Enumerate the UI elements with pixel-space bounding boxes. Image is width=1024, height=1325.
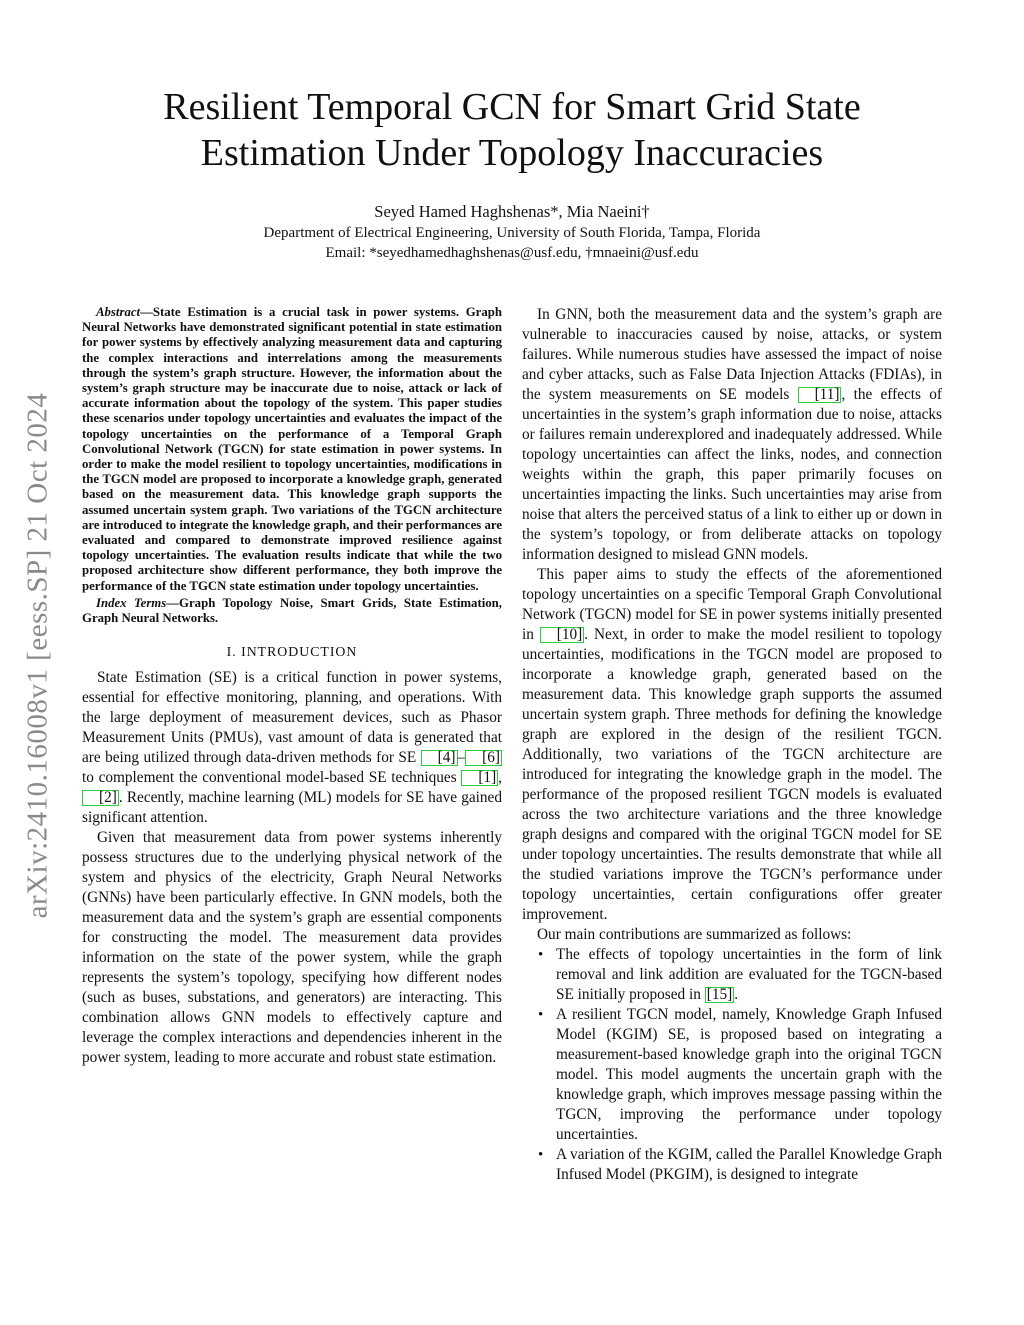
text-run: State Estimation (SE) is a critical function in power systems, essential for effective monitoring, planning, and operations. With the large deployment of measurement devices, such as Phasor Measurement Units (PMUs), vast amount of data is generated that are being utilized through data-driven methods for SE [82,669,502,767]
right-paragraph-2 [522,565,942,925]
citation-link[interactable]: [15] [706,986,733,1003]
paper-title [80,84,944,176]
text-run: , [498,769,502,787]
bullet-icon: • [538,947,544,963]
text-run: This paper aims to study the effects of the aforementioned topology uncertainties on a specific Temporal Graph Convolutional Network (TGCN) model for SE in power systems initially presented in [522,566,942,643]
title-line-2: Estimation Under Topology Inaccuracies [200,132,824,174]
citation-link[interactable]: [10] [540,627,585,643]
citation-link[interactable]: [1] [461,770,498,786]
text-run: In GNN, both the measurement data and the system’s graph are vulnerable to inaccuracies caused by noise, attacks, or system failures. While numerous studies have assessed the impact of noise and cyber attacks, such as False Data Injection Attacks (FDIAs), in the system measurements on SE models [522,306,942,403]
abstract-lead: Abstract [96,305,141,319]
text-run: , the effects of uncertainties in the system’s graph information due to noise, attacks or failures remain underexplored and inadequately addressed. While topology uncertainties can affect the links, nodes, and connection weights within the graph, this paper primarily focuses on uncertainties impacting the links. Such uncertainties may arise from noise that alters the perceived status of a link to either up or down in the system’s topology, or from deliberate attacks on topology information designed to mislead GNN models. [522,386,942,563]
list-item [522,1145,942,1185]
abstract [82,305,502,594]
affiliation: Department of Electrical Engineering, University of South Florida, Tampa, Florida [263,225,761,241]
contributions-intro: Our main contributions are summarized as follows: [537,926,852,943]
section-heading-introduction: I. INTRODUCTION [226,644,358,660]
bullet-icon: • [538,1007,544,1023]
text-run: A variation of the KGIM, called the Parallel Knowledge Graph Infused Model (PKGIM), is designed to integrate [556,1146,942,1183]
authors: Seyed Hamed Haghshenas*, Mia Naeini† [374,202,650,221]
list-item [522,1005,942,1145]
email-line: Email: *seyedhamedhaghshenas@usf.edu, †mnaeini@usf.edu [325,245,699,261]
left-column [82,305,502,1068]
text-run: . [734,986,739,1003]
index-terms-lead: Index Terms [96,595,167,610]
list-item [522,945,942,1005]
right-paragraph-1 [522,305,942,565]
title-line-1: Resilient Temporal GCN for Smart Grid State [163,86,861,128]
citation-link[interactable]: [4] [421,750,458,766]
bullet-icon: • [538,1147,544,1163]
text-run: – [457,749,466,767]
contributions-list [522,945,942,1185]
text-run: . Recently, machine learning (ML) models for SE have gained significant attention. [82,789,502,827]
intro-paragraph-2: Given that measurement data from power systems inherently possess structures due to the underlying physical network of the system and physics of the electricity, Graph Neural Networks (GNNs) have been particularly effective. In GNN models, both the measurement data and the system’s graph are essential components for constructing the model. The measurement data provides information on the state of the power system, while the graph represents the system’s topology, specifying how different nodes (such as buses, substations, and generators) are interacting. This combination allows GNN models to effectively capture and leverage the complex interactions and dependencies inherent in the power system, leading to more accurate and robust state estimation. [82,829,502,1067]
arxiv-identifier-stamp [18,350,58,960]
arxiv-id: arXiv:2410.16008v1 [eess.SP] 21 Oct 2024 [21,392,54,918]
abstract-text: —State Estimation is a crucial task in power systems. Graph Neural Networks have demonstrated significant potential in state estimation for power systems by effectively analyzing measurement data and capturing the complex interactions and interrelations among the measurements through the system’s graph structure. However, the information about the system’s graph structure may be inaccurate due to noise, attack or lack of accurate information about the topology of the system. This paper studies these scenarios under topology uncertainties and evaluates the impact of the topology uncertainties on the performance of a Temporal Graph Convolutional Network (TGCN) for state estimation in power systems. In order to make the model resilient to topology uncertainties, modifications in the TGCN model are proposed to incorporate a knowledge graph, generated based on the measurement data. This knowledge graph supports the assumed uncertain system graph. Two variations of the TGCN architecture are introduced to integrate the knowledge graph, and their performances are evaluated and compared to demonstrate improved resilience against topology uncertainties. The evaluation results indicate that while the two proposed architecture show different performance, they both improve the performance of the TGCN state estimation under topology uncertainties. [82,305,502,593]
index-terms [82,596,502,626]
intro-paragraph-1 [82,668,502,828]
index-terms-text: —Graph Topology Noise, Smart Grids, State Estimation, Graph Neural Networks. [82,595,502,626]
citation-link[interactable]: [11] [798,387,842,403]
text-run: A resilient TGCN model, namely, Knowledge Graph Infused Model (KGIM) SE, is proposed based on integrating a measurement-based knowledge graph into the original TGCN model. This model augments the uncertain graph with the knowledge graph, which improves message passing within the TGCN, improving the performance under topology uncertainties. [556,1006,942,1143]
text-run: to complement the conventional model-based SE techniques [82,769,462,787]
text-run: . Next, in order to make the model resilient to topology uncertainties, modifications in the TGCN model are proposed to incorporate a knowledge graph, generated based on the measurement data. This knowledge graph supports the assumed uncertain system graph. Three methods for defining the knowledge graph are explored in the design of the resilient TGCN. Additionally, two variations of the TGCN architecture are introduced for integrating the knowledge graph in the model. The performance of the proposed resilient TGCN models is evaluated across the two architecture variations and the three knowledge graph designs and compared with the original TGCN model for SE under topology uncertainties. The results demonstrate that while all the studied variations improve the TGCN’s performance under topology uncertainties, certain configurations offer greater improvement. [522,626,942,923]
text-run: The effects of topology uncertainties in the form of link removal and link addition are evaluated for the TGCN-based SE initially proposed in [556,946,942,1003]
right-column [522,305,942,1185]
citation-link[interactable]: [2] [82,790,119,806]
citation-link[interactable]: [6] [465,750,502,766]
